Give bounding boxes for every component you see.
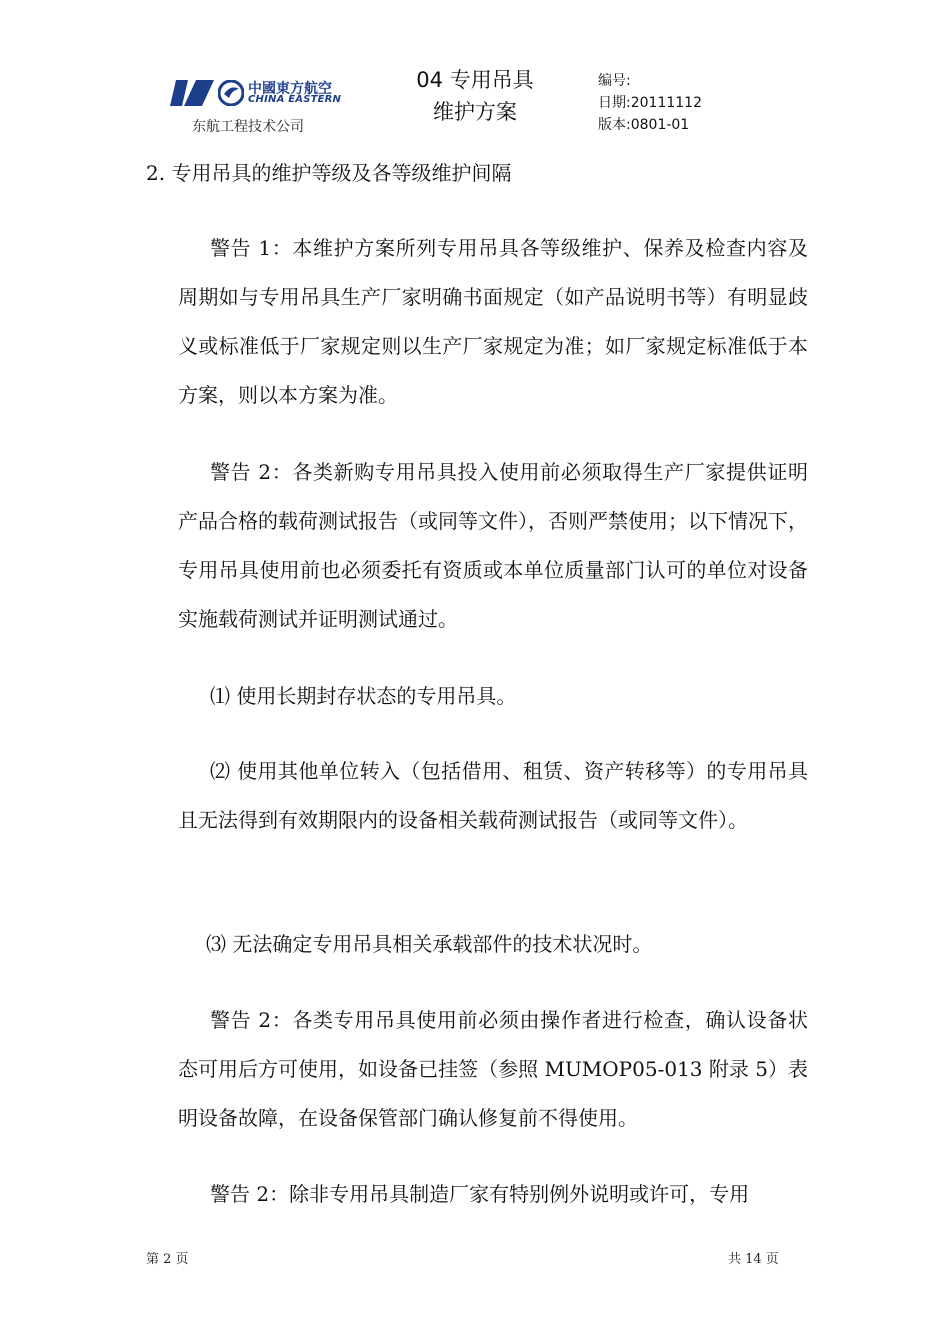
section-heading: 2. 专用吊具的维护等级及各等级维护间隔 <box>146 161 512 185</box>
document-meta <box>598 70 702 136</box>
title-line-1: 04 专用吊具 <box>416 68 534 92</box>
warning-2-paragraph: 警告 2：各类新购专用吊具投入使用前必须取得生产厂家提供证明产品合格的载荷测试报告（或同等文件），否则严禁使用；以下情况下，专用吊具使用前也必须委托有资质或本单位质量部门认可的单位对设备实施载荷测试并证明测试通过。 <box>178 460 808 631</box>
warning-1-paragraph: 警告 1：本维护方案所列专用吊具各等级维护、保养及检查内容及周期如与专用吊具生产厂家明确书面规定（如产品说明书等）有明显歧义或标准低于厂家规定则以生产厂家规定为准；如厂家规定标准低于本方案，则以本方案为准。 <box>178 236 808 407</box>
total-pages: 共 14 页 <box>728 1252 779 1267</box>
warning-4-paragraph: 警告 2：除非专用吊具制造厂家有特别例外说明或许可，专用 <box>210 1182 750 1206</box>
swallow-emblem-icon <box>218 80 244 106</box>
title-line-2: 维护方案 <box>433 100 517 124</box>
logo-slash-icon <box>170 80 214 106</box>
warning-3-paragraph: 警告 2：各类专用吊具使用前必须由操作者进行检查，确认设备状态可用后方可使用，如设备已挂签（参照 MUMOP05-013 附录 5）表明设备故障，在设备保管部门确认修复前不得使用。 <box>178 1008 808 1130</box>
document-version: 版本:0801-01 <box>598 117 690 133</box>
company-name: 东航工程技术公司 <box>192 119 304 135</box>
list-item-1: ⑴ 使用长期封存状态的专用吊具。 <box>210 684 517 708</box>
list-item-2: ⑵ 使用其他单位转入（包括借用、租赁、资产转移等）的专用吊具且无法得到有效期限内的设备相关载荷测试报告（或同等文件）。 <box>178 759 808 832</box>
page-number: 第 2 页 <box>146 1252 189 1267</box>
document-number: 编号: <box>598 73 631 89</box>
document-date: 日期:20111112 <box>598 95 702 111</box>
list-item-3: ⑶ 无法确定专用吊具相关承载部件的技术状况时。 <box>206 932 653 956</box>
logo-english-text: CHINA EASTERN <box>248 94 342 105</box>
logo-chinese-text: 中國東方航空 <box>248 81 332 97</box>
document-title <box>392 64 558 128</box>
